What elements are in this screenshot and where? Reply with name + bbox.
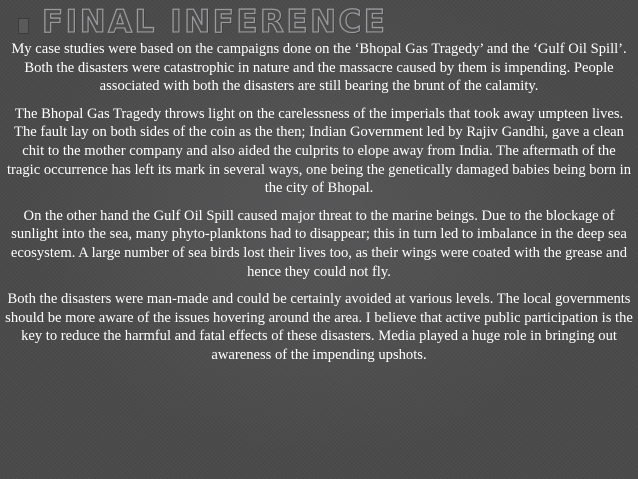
paragraph-bhopal: The Bhopal Gas Tragedy throws light on the carelessness of the imperials that took away umpteen lives. The fault lay on both sides of the coin as the then; Indian Government led by Rajiv Gandhi, gave a clean chit to the mother company and also aided the culprits to elope away from India. The aftermath of the tragic occurrence has left its mark in several ways, one being the genetically damaged babies being born in the city of Bhopal. xyxy=(6,105,632,197)
paragraph-gulf-oil-spill: On the other hand the Gulf Oil Spill caused major threat to the marine beings. Due to the blockage of sunlight into the sea, many phyto-planktons had to disappear; this in turn led to imbalance in the deep sea ecosystem. A large number of sea birds lost their lives too, as their wings were coated with the grease and hence they could not fly. xyxy=(10,207,628,280)
slide-body xyxy=(4,40,634,365)
title-bullet-icon xyxy=(18,18,29,34)
paragraph-case-studies: My case studies were based on the campaigns done on the ‘Bhopal Gas Tragedy’ and the ‘Gulf Oil Spill’. Both the disasters were catastrophic in nature and the massacre caused by them is impending. People associated with both the disasters are still bearing the brunt of the calamity. xyxy=(11,41,627,95)
paragraph-conclusion: Both the disasters were man-made and could be certainly avoided at various levels. The local governments should be more aware of the issues hovering around the area. I believe that active public participation is the key to reduce the harmful and fatal effects of these disasters. Media played a huge role in bringing out awareness of the impending upshots. xyxy=(5,291,633,363)
slide-title: FINAL INFERENCE xyxy=(42,4,388,40)
